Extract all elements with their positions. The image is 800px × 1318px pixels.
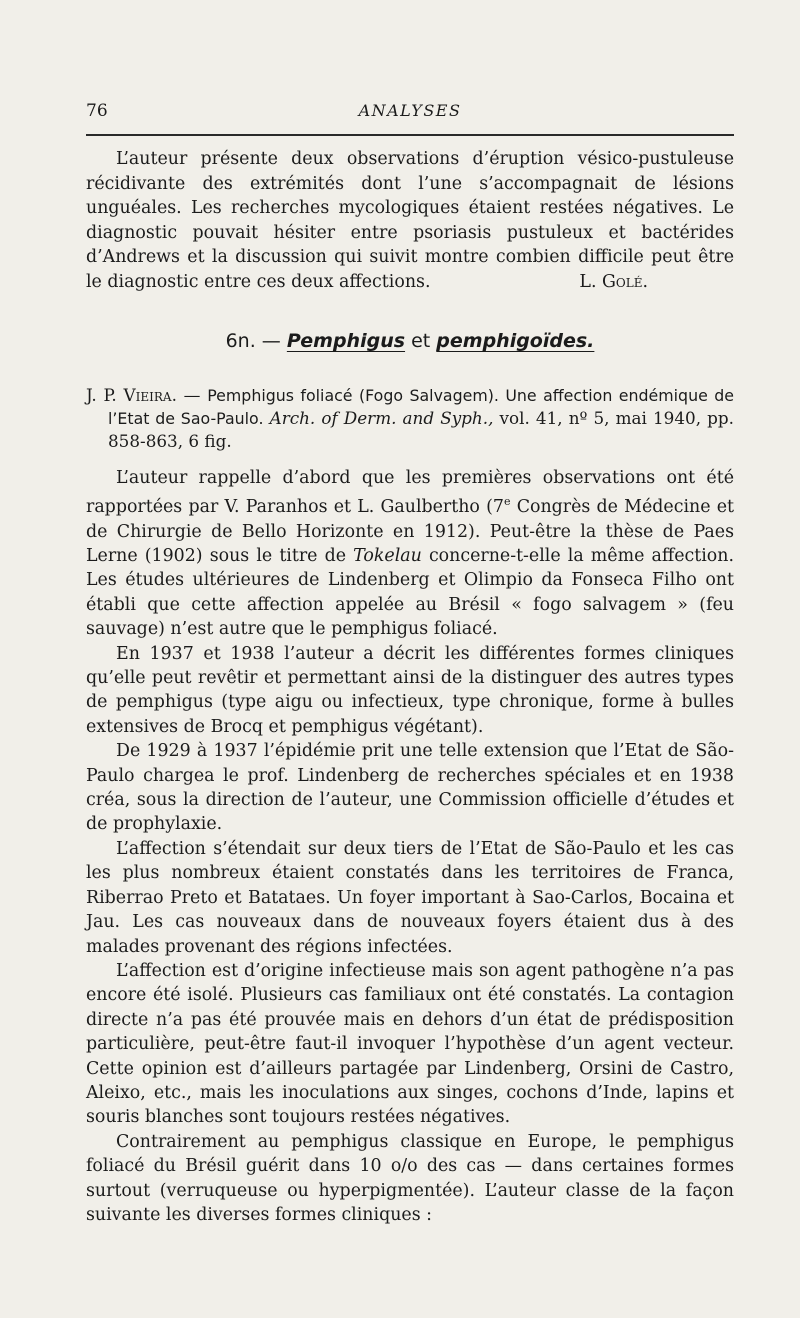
reference-details: vol. 41, nº 5, mai 1940, pp. 858-863, 6 fig. (108, 408, 734, 451)
body-paragraph-1-text-b: Congrès de Médecine et de Chirurgie de Bello Horizonte en 1912). Peut-être la thèse de Paes Lerne (1902) sous le titre de (86, 497, 734, 567)
abstract-paragraph (86, 147, 734, 295)
body-paragraph-1-text-c: concerne-t-elle la même affection. Les études ultérieures de Lindenberg et Olimpio da Fonseca Filho ont établi que cette affection appelée au Brésil « fogo salvagem » (feu sauvage) n’est autre que le pemphigus foliacé. (86, 546, 734, 640)
running-title: ANALYSES (358, 101, 462, 120)
italic-term: Tokelau (353, 546, 422, 567)
section-title-pemphigus: Pemphigus (286, 330, 406, 352)
abstract-text: L’auteur présente deux observations d’éruption vésico-pustuleuse récidivante des extrémités dont l’une s’accompagnait de lésions unguéales. Les recherches mycologiques étaient restées négatives. Le diagnostic pouvait hésiter entre psoriasis pustuleux et bactérides d’Andrews et la discussion qui suivit montre combien difficile peut être le diagnostic entre ces deux affections. (86, 149, 734, 292)
section-title-conjunction: et (411, 330, 431, 352)
body-paragraph-5: L’affection est d’origine infectieuse mais son agent pathogène n’a pas encore été isolé. Plusieurs cas familiaux ont été constatés. La contagion directe n’a pas été prouvée mais en dehors d’un état de prédisposition particulière, peut-être faut-il invoquer l’hypothèse d’un agent vecteur. Cette opinion est d’ailleurs partagée par Lindenberg, Orsini de Castro, Aleixo, etc., mais les inoculations aux singes, cochons d’Inde, lapins et souris blanches sont toujours restées négatives. (86, 960, 734, 1128)
section-number: 6n. — (225, 330, 281, 352)
body-paragraph-1 (86, 466, 734, 642)
article-body (86, 466, 734, 1227)
body-paragraph-6: Contrairement au pemphigus classique en Europe, le pemphigus foliacé du Brésil guérit dans 10 o/o des cas — dans certaines formes surtout (verruqueuse ou hyperpigmentée). L’auteur classe de la façon suivante les diverses formes cliniques : (86, 1131, 734, 1225)
reference-title: Pemphigus foliacé (Fogo Salvagem). Une affection endémique de l’Etat de Sao-Paulo. (108, 386, 734, 428)
body-paragraph-4: L’affection s’étendait sur deux tiers de l’Etat de São-Paulo et les cas les plus nombreux étaient constatés dans les territoires de Franca, Riberrao Preto et Batataes. Un foyer important à Sao-Carlos, Bocaina et Jau. Les cas nouveaux dans de nouveaux foyers étaient dus à des malades provenant des régions infectées. (86, 838, 734, 957)
body-paragraph-2: En 1937 et 1938 l’auteur a décrit les différentes formes cliniques qu’elle peut revêtir et permettant ainsi de la distinguer des autres types de pemphigus (type aigu ou infectieux, type chronique, forme à bulles extensives de Brocq et pemphigus végétant). (86, 643, 734, 737)
reference-author: J. P. Vieira. (86, 385, 177, 405)
page-number: 76 (86, 101, 108, 121)
body-paragraph-1-text-a: L’auteur rappelle d’abord que les premières observations ont été rapportées par V. Paranhos et L. Gaulbertho (7 (86, 468, 734, 518)
superscript-e: e (503, 495, 511, 509)
running-header (86, 101, 734, 127)
reference-dash: — (176, 385, 208, 405)
body-paragraph-3: De 1929 à 1937 l’épidémie prit une telle extension que l’Etat de São-Paulo chargea le prof. Lindenberg de recherches spéciales et en 1938 créa, sous la direction de l’auteur, une Commission officielle d’études et de prophylaxie. (86, 741, 734, 835)
bibliographic-reference (86, 384, 734, 452)
section-title-pemphigoides: pemphigoïdes. (436, 330, 595, 352)
header-rule (86, 134, 734, 136)
reference-journal: Arch. of Derm. and Syph., (269, 408, 494, 428)
section-heading (86, 330, 734, 352)
signature: L. Golé. (579, 271, 648, 292)
